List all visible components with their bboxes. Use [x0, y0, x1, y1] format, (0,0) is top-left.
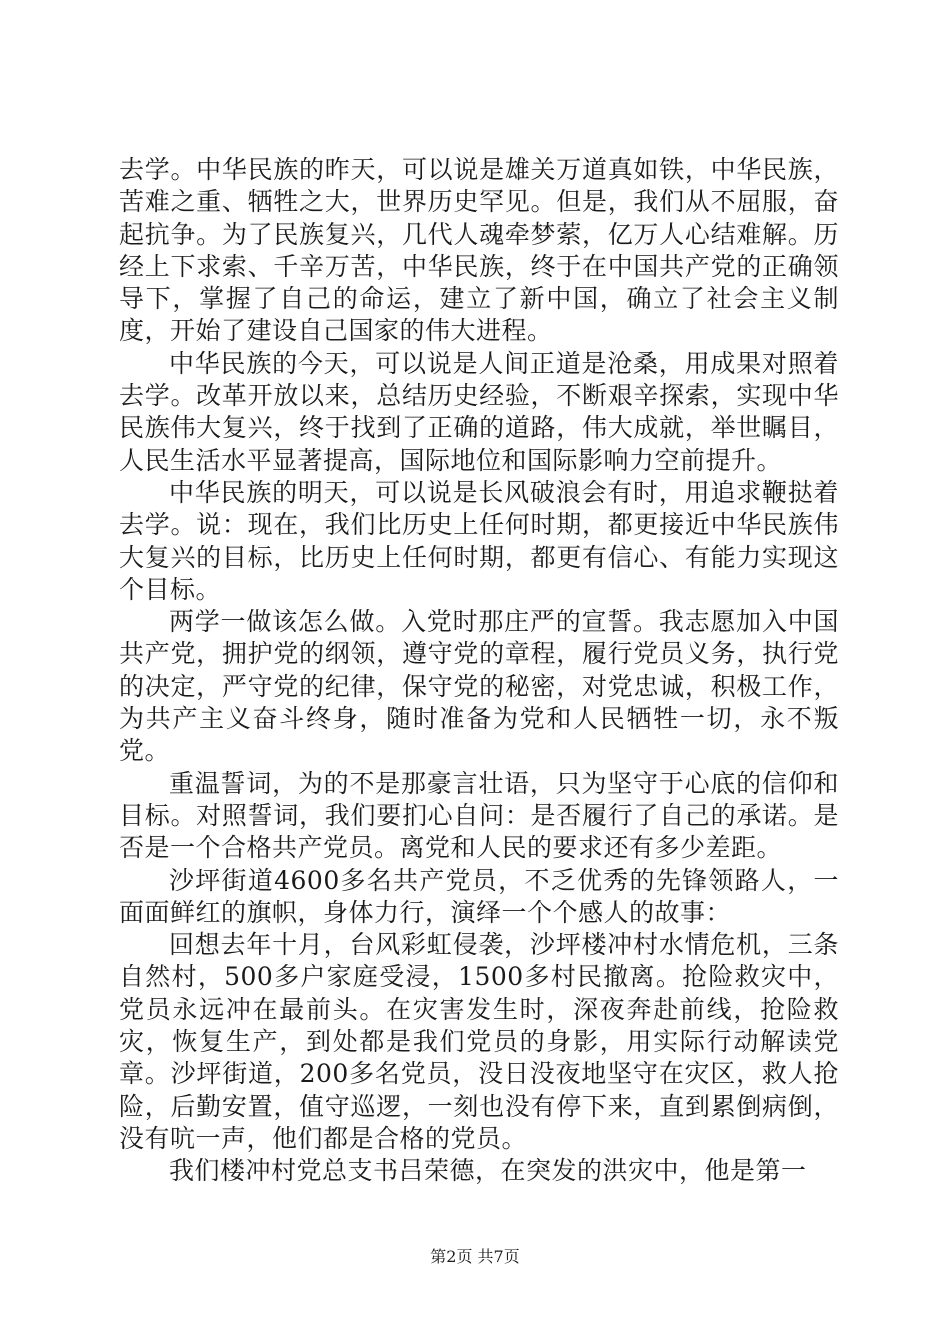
paragraph-6: 沙坪街道4600多名共产党员，不乏优秀的先锋领路人，一面面鲜红的旗帜，身体力行，演绎一个个感人的故事： — [119, 865, 839, 927]
paragraph-2: 中华民族的今天，可以说是人间正道是沧桑，用成果对照着去学。改革开放以来，总结历史经验，不断艰辛探索，实现中华民族伟大复兴，终于找到了正确的道路，伟大成就，举世瞩目，人民生活水平显著提高，国际地位和国际影响力空前提升。 — [119, 348, 839, 475]
document-body — [119, 154, 839, 1188]
paragraph-5: 重温誓词，为的不是那豪言壮语，只为坚守于心底的信仰和目标。对照誓词，我们要扪心自问：是否履行了自己的承诺。是否是一个合格共产党员。离党和人民的要求还有多少差距。 — [119, 768, 839, 863]
paragraph-4: 两学一做该怎么做。入党时那庄严的宣誓。我志愿加入中国共产党，拥护党的纲领，遵守党的章程，履行党员义务，执行党的决定，严守党的纪律，保守党的秘密，对党忠诚，积极工作，为共产主义奋斗终身，随时准备为党和人民牺牲一切，永不叛党。 — [119, 607, 839, 766]
paragraph-8: 我们楼冲村党总支书吕荣德，在突发的洪灾中，他是第一 — [169, 1156, 807, 1186]
paragraph-7: 回想去年十月，台风彩虹侵袭，沙坪楼冲村水情危机，三条自然村，500多户家庭受浸，1500多村民撤离。抢险救灾中，党员永远冲在最前头。在灾害发生时，深夜奔赴前线，抢险救灾，恢复生产，到处都是我们党员的身影，用实际行动解读党章。沙坪街道，200多名党员，没日没夜地坚守在灾区，救人抢险，后勤安置，值守巡逻，一刻也没有停下来，直到累倒病倒，没有吭一声，他们都是合格的党员。 — [119, 930, 839, 1153]
paragraph-1: 去学。中华民族的昨天，可以说是雄关万道真如铁，中华民族，苦难之重、牺牲之大，世界历史罕见。但是，我们从不屈服，奋起抗争。为了民族复兴，几代人魂牵梦萦，亿万人心结难解。历经上下求索、千辛万苦，中华民族，终于在中国共产党的正确领导下，掌握了自己的命运，建立了新中国，确立了社会主义制度，开始了建设自己国家的伟大进程。 — [119, 155, 839, 346]
paragraph-3: 中华民族的明天，可以说是长风破浪会有时，用追求鞭挞着去学。说：现在，我们比历史上任何时期，都更接近中华民族伟大复兴的目标，比历史上任何时期，都更有信心、有能力实现这个目标。 — [119, 477, 839, 604]
page-footer: 第2页 共7页 — [430, 1247, 520, 1266]
